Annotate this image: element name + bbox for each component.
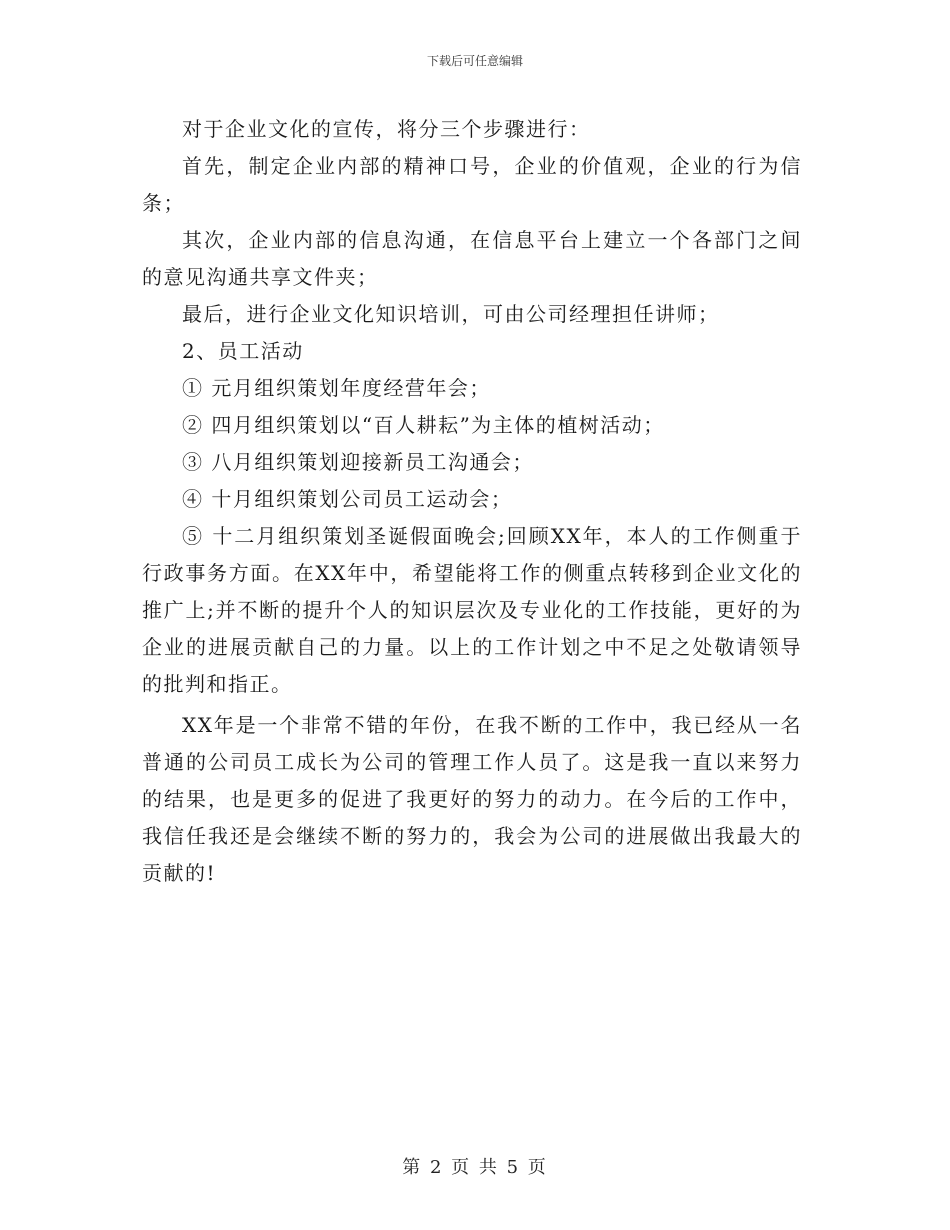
paragraph: 首先，制定企业内部的精神口号，企业的价值观，企业的行为信条； [142, 154, 802, 215]
paragraph: 其次，企业内部的信息沟通，在信息平台上建立一个各部门之间的意见沟通共享文件夹； [142, 228, 802, 289]
list-item: ③ 八月组织策划迎接新员工沟通会； [182, 450, 534, 474]
list-item: ⑤ 十二月组织策划圣诞假面晚会;回顾XX年，本人的工作侧重于行政事务方面。在XX年中，希望能将工作的侧重点转移到企业文化的推广上;并不断的提升个人的知识层次及专业化的工作技能，更好的为企业的进展贡献自己的力量。以上的工作计划之中不足之处敬请领导的批判和指正。 [142, 524, 802, 696]
list-item: ① 元月组织策划年度经营年会； [182, 376, 491, 400]
paragraph: 对于企业文化的宣传，将分三个步骤进行： [182, 117, 591, 141]
document-body [142, 111, 802, 892]
paragraph: XX年是一个非常不错的年份，在我不断的工作中，我已经从一名普通的公司员工成长为公司的管理工作人员了。这是我一直以来努力的结果，也是更多的促进了我更好的努力的动力。在今后的工作中，我信任我还是会继续不断的努力的，我会为公司的进展做出我最大的贡献的! [142, 713, 802, 885]
page-footer: 第 2 页 共 5 页 [402, 1157, 548, 1178]
list-item: ④ 十月组织策划公司员工运动会； [182, 487, 513, 511]
paragraph: 最后，进行企业文化知识培训，可由公司经理担任讲师； [182, 302, 720, 326]
section-heading: 2、员工活动 [182, 339, 304, 363]
list-item: ② 四月组织策划以“百人耕耘”为主体的植树活动； [182, 413, 665, 437]
page-header: 下载后可任意编辑 [426, 54, 523, 68]
